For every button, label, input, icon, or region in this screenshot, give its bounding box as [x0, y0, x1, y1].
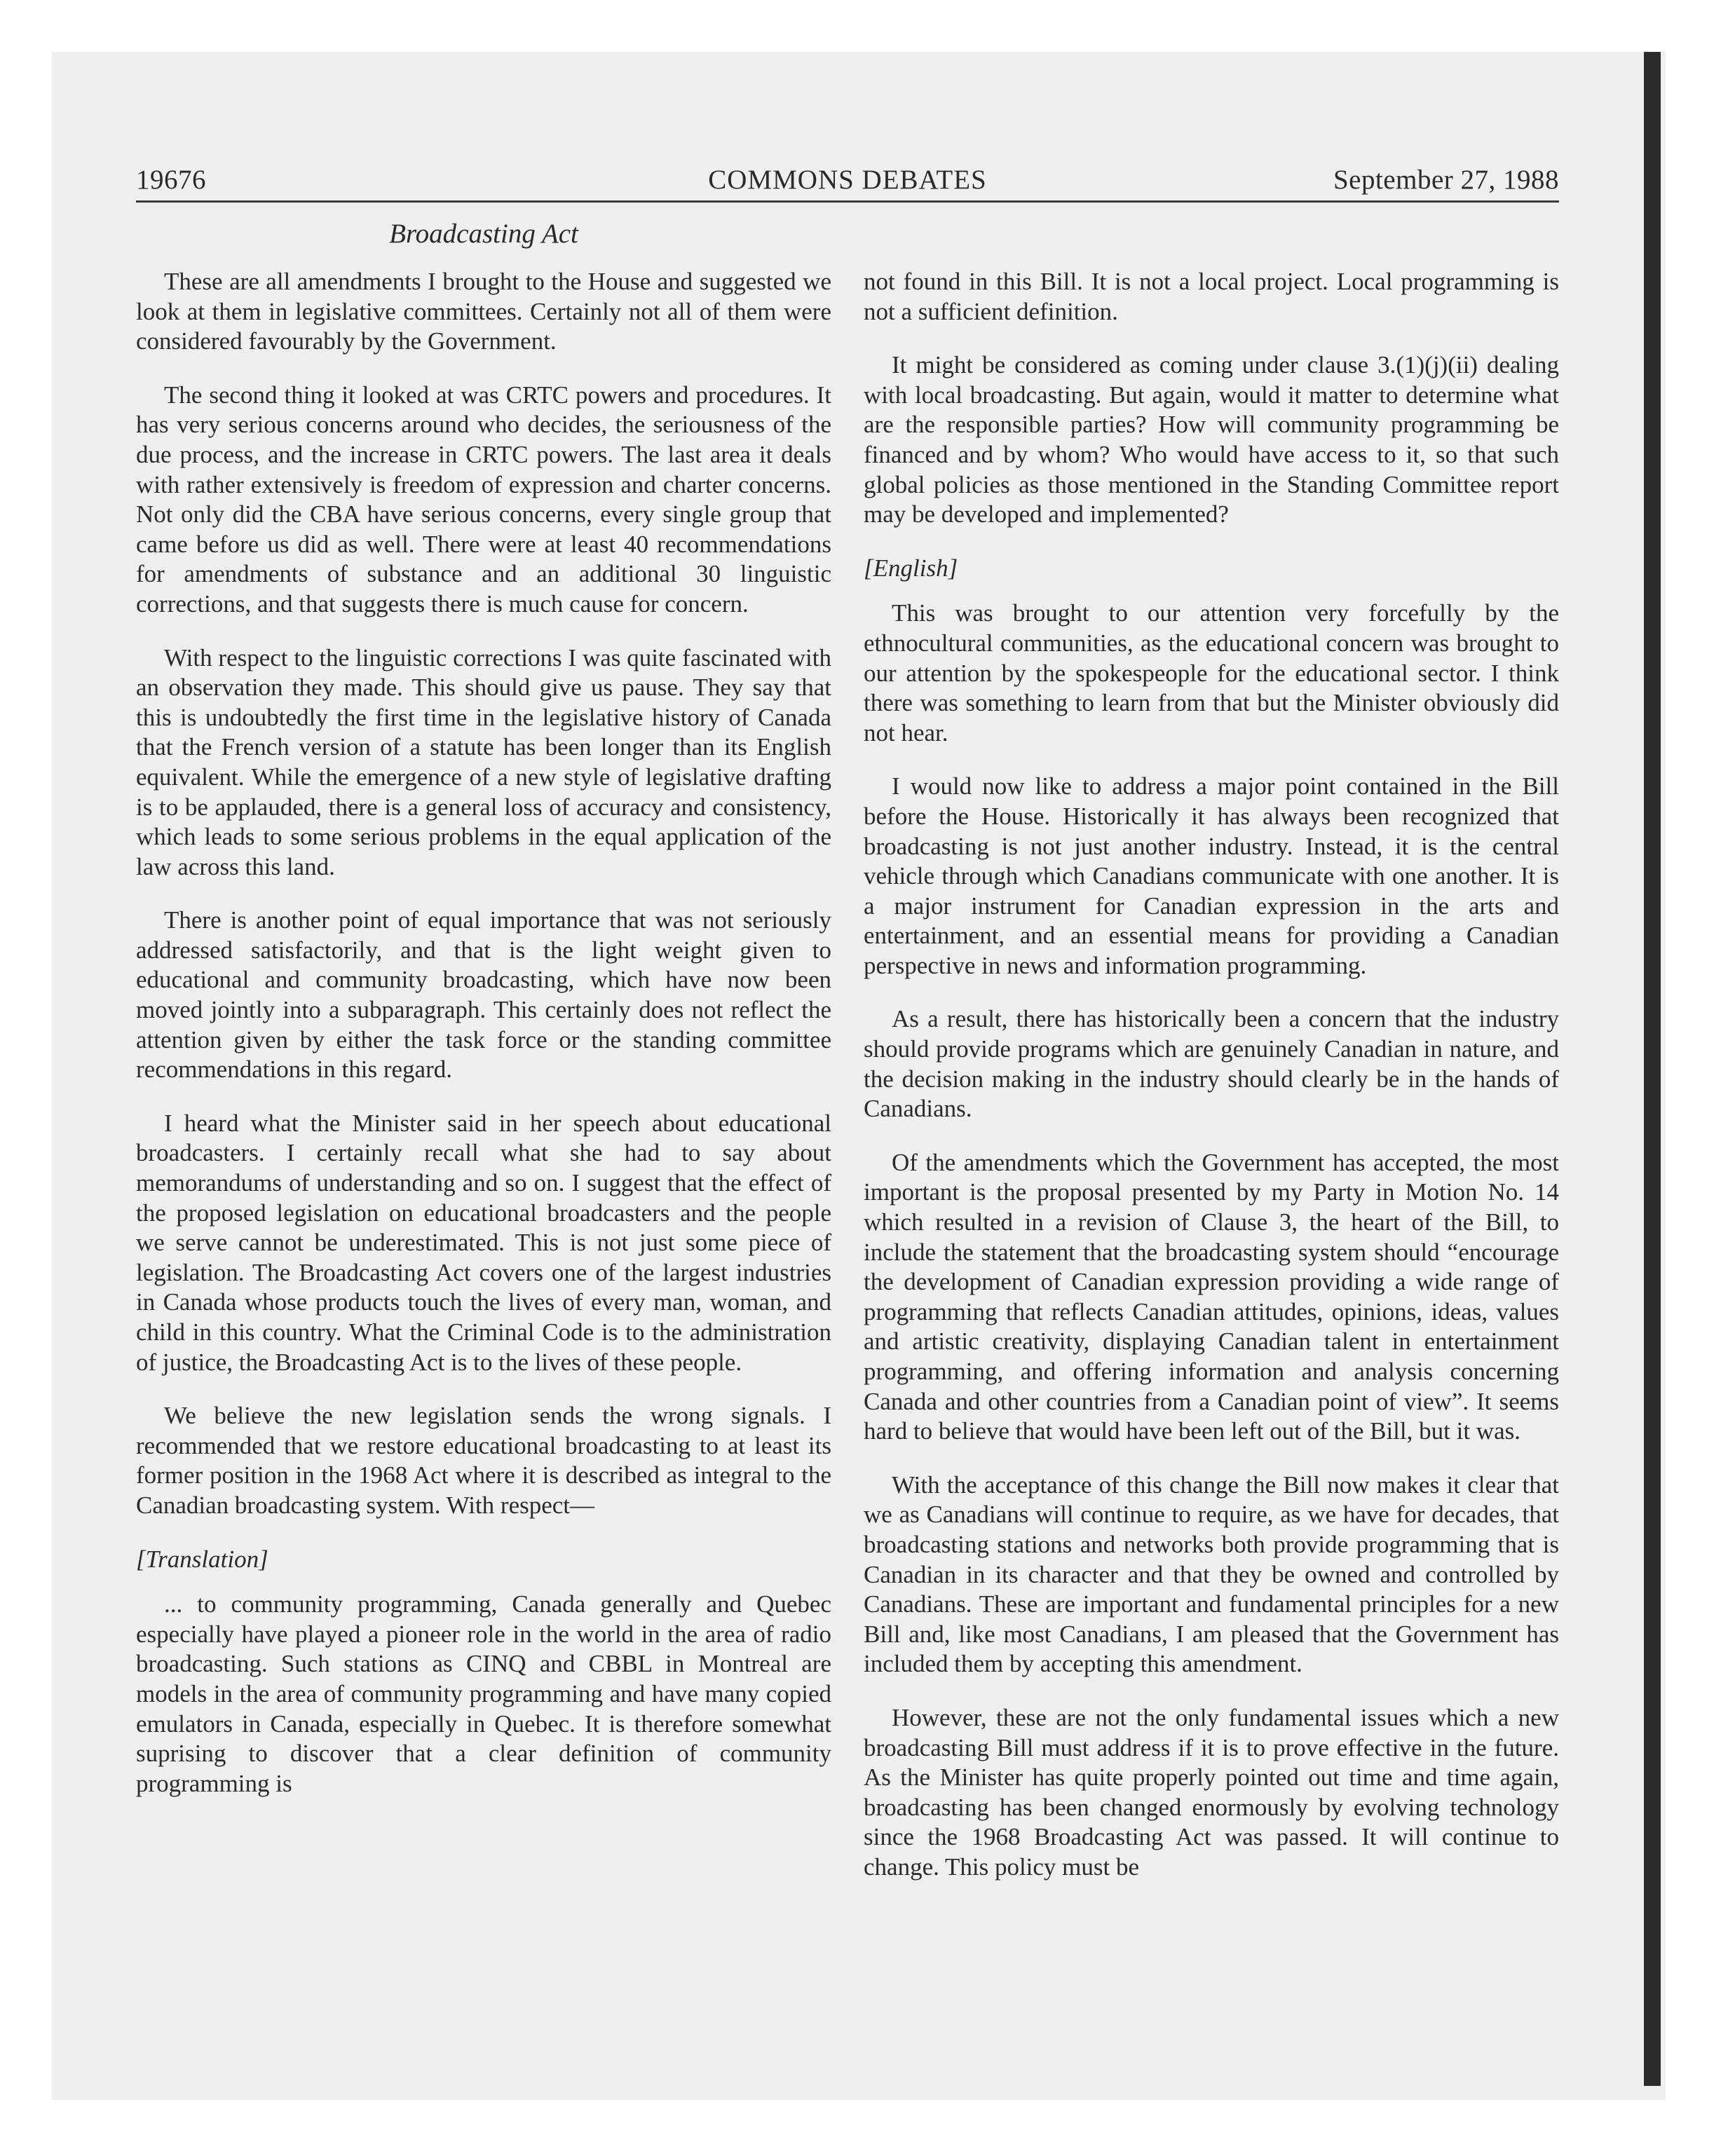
paragraph-continued: not found in this Bill. It is not a local project. Local programming is not a sufficient definition.	[864, 268, 1559, 325]
running-header	[136, 164, 1559, 203]
paragraph: I heard what the Minister said in her speech about educational broadcasters. I certainly recall what she had to say about memorandums of understanding and so on. I suggest that the effect of the proposed legislation on educational broadcasters and the people we serve cannot be underestimated. This is not just some piece of legislation. The Broadcasting Act covers one of the largest industries in Canada whose products touch the lives of every man, woman, and child in this country. What the Criminal Code is to the administration of justice, the Broadcasting Act is to the lives of these people.	[136, 1109, 831, 1376]
page-number: 19676	[136, 165, 206, 195]
english-tag: [English]	[864, 554, 958, 582]
paragraph: There is another point of equal importance that was not seriously addressed satisfactorily, and that is the light weight given to educational and community broadcasting, which have now been moved jointly into a subparagraph. This certainly does not reflect the attention given by either the task force or the standing committee recommendations in this regard.	[136, 906, 831, 1084]
right-column	[864, 267, 1559, 1906]
paragraph: We believe the new legislation sends the wrong signals. I recommended that we restore educational broadcasting to at least its former position in the 1968 Act where it is described as integral to the Canadian broadcasting system. With respect—	[136, 1402, 831, 1519]
paragraph: Of the amendments which the Government has accepted, the most important is the proposal presented by my Party in Motion No. 14 which resulted in a revision of Clause 3, the heart of the Bill, to include the statement that the broadcasting system should “encourage the development of Canadian expression providing a wide range of programming that reflects Canadian attitudes, opinions, ideas, values and artistic creativity, displaying Canadian talent in entertainment programming, and offering information and analysis concerning Canada and other countries from a Canadian point of view”. It seems hard to believe that would have been left out of the Bill, but it was.	[864, 1148, 1559, 1445]
paragraph: With the acceptance of this change the Bill now makes it clear that we as Canadians will continue to require, as we have for decades, that broadcasting stations and networks both provide programming that is Canadian in its character and that they be owned and controlled by Canadians. These are important and fundamental principles for a new Bill and, like most Canadians, I am pleased that the Government has included them by accepting this amendment.	[864, 1471, 1559, 1678]
document-page	[136, 164, 1559, 1881]
paragraph: I would now like to address a major point contained in the Bill before the House. Historically it has always been recognized that broadcasting is not just another industry. Instead, it is the central vehicle through which Canadians communicate with one another. It is a major instrument for Canadian expression in the arts and entertainment, and an essential means for providing a Canadian perspective in news and information programming.	[864, 772, 1559, 979]
paragraph: However, these are not the only fundamental issues which a new broadcasting Bill must address if it is to prove effective in the future. As the Minister has quite properly pointed out time and time again, broadcasting has been changed enormously by evolving technology since the 1968 Broadcasting Act was passed. It will continue to change. This policy must be	[864, 1703, 1559, 1881]
paragraph: The second thing it looked at was CRTC powers and procedures. It has very serious concerns around who decides, the seriousness of the due process, and the increase in CRTC powers. The last area it deals with rather extensively is freedom of expression and charter concerns. Not only did the CBA have serious concerns, every single group that came before us did as well. There were at least 40 recommendations for amendments of substance and an additional 30 linguistic corrections, and that suggests there is much cause for concern.	[136, 381, 831, 618]
paragraph: With respect to the linguistic corrections I was quite fascinated with an observation they made. This should give us pause. They say that this is undoubtedly the first time in the legislative history of Canada that the French version of a statute has been longer than its English equivalent. While the emergence of a new style of legislative drafting is to be applauded, there is a general loss of accuracy and consistency, which leads to some serious problems in the equal application of the law across this land.	[136, 643, 831, 880]
translation-tag: [Translation]	[136, 1545, 268, 1573]
paragraph: This was brought to our attention very forcefully by the ethnocultural communities, as the educational concern was brought to our attention by the spokespeople for the educational sector. I think there was something to learn from that but the Minister obviously did not hear.	[864, 599, 1559, 746]
paragraph: It might be considered as coming under clause 3.(1)(j)(ii) dealing with local broadcasting. But again, would it matter to determine what are the responsible parties? How will community programming be financed and by whom? Who would have access to it, so that such global policies as those mentioned in the Standing Committee report may be developed and implemented?	[864, 351, 1559, 528]
paragraph: ... to community programming, Canada generally and Quebec especially have played a pioneer role in the world in the area of radio broadcasting. Such stations as CINQ and CBBL in Montreal are models in the area of community programming and have many copied emulators in Canada, especially in Quebec. It is therefore somewhat suprising to discover that a clear definition of community programming is	[136, 1590, 831, 1797]
journal-title: COMMONS DEBATES	[708, 165, 987, 195]
left-column	[136, 267, 831, 1822]
paragraph: These are all amendments I brought to the House and suggested we look at them in legislative committees. Certainly not all of them were considered favourably by the Government.	[136, 268, 831, 355]
paragraph: As a result, there has historically been a concern that the industry should provide programs which are genuinely Canadian in nature, and the decision making in the industry should clearly be in the hands of Canadians.	[864, 1005, 1559, 1123]
issue-date: September 27, 1988	[1333, 165, 1559, 195]
page-edge-shadow	[1644, 52, 1661, 2086]
section-title: Broadcasting Act	[389, 219, 578, 249]
